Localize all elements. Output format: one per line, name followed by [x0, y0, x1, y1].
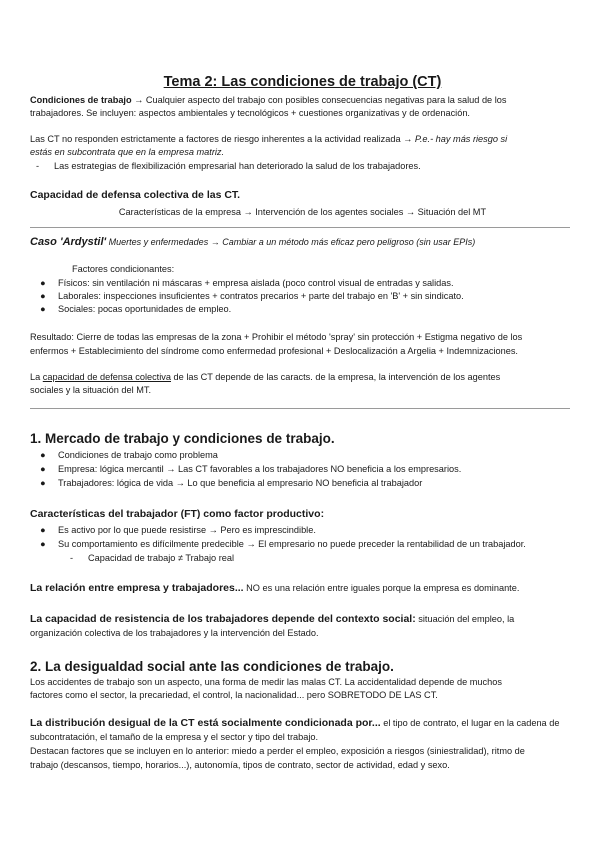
section-1-heading: 1. Mercado de trabajo y condiciones de trabajo.: [30, 431, 335, 446]
capacidad-flow: Características de la empresa → Intervención de los agentes sociales → Situación del MT: [118, 207, 487, 217]
capacidad-heading: Capacidad de defensa colectiva de las CT.: [30, 189, 241, 201]
resistencia-line2: organización colectiva de los trabajadores y la intervención del Estado.: [30, 628, 319, 638]
sec1-bullet-text: Condiciones de trabajo como problema: [58, 450, 218, 460]
bullet-marker: ●: [40, 291, 46, 301]
sec1-bullet-text: Empresa: lógica mercantil → Las CT favorables a los trabajadores NO beneficia a los empresarios.: [58, 464, 462, 474]
ft-bullet: [40, 538, 526, 551]
relacion-text: NO es una relación entre iguales porque la empresa es dominante.: [243, 583, 520, 593]
ct-dash-text: Las estrategias de flexibilización empresarial han deteriorado la salud de los trabajadores.: [54, 161, 421, 171]
bullet-marker: ●: [40, 525, 46, 535]
distribucion-bold: La distribución desigual de la CT está socialmente condicionada por...: [30, 717, 381, 729]
page-title: Tema 2: Las condiciones de trabajo (CT): [163, 74, 442, 90]
factor-item: [40, 303, 231, 316]
ft-dash-item: [70, 552, 234, 565]
section-2-heading: 2. La desigualdad social ante las condiciones de trabajo.: [30, 659, 394, 674]
ct-paragraph: [30, 133, 575, 146]
distribucion-line2: subcontratación, el tamaño de la empresa y el sector y tipo del trabajo.: [30, 732, 319, 742]
ft-dash-text: Capacidad de trabajo ≠ Trabajo real: [88, 553, 235, 563]
caso-conclusion: [30, 371, 575, 384]
intro-term: Condiciones de trabajo: [30, 95, 132, 105]
resultado-line2: enfermos + Establecimiento del síndrome como enfermedad profesional + Deslocalización a Argelia + Indemnizaciones.: [30, 346, 518, 356]
sec1-bullet: [40, 449, 218, 462]
factores-label: Factores condicionantes:: [72, 264, 175, 274]
ft-bullet: [40, 524, 316, 537]
factor-text: Laborales: inspecciones insuficientes + contratos precarios + parte del trabajo en 'B' + sin sindicato.: [58, 291, 464, 301]
concl-underlined: capacidad de defensa colectiva: [42, 372, 171, 382]
intro-definition: [30, 94, 575, 107]
intro-def-line1: → Cualquier aspecto del trabajo con posibles consecuencias negativas para la salud de los: [131, 95, 507, 105]
ct-line1: Las CT no responden estrictamente a factores de riesgo inherentes a la actividad realizada →: [30, 134, 415, 144]
concl-prefix: La: [30, 372, 43, 382]
destacan-line1: Destacan factores que se incluyen en lo anterior: miedo a perder el empleo, exposición a riesgos (siniestralidad), ritmo de: [30, 746, 525, 756]
ct-dash-item: [36, 160, 421, 173]
ct-example: P.e.- hay más riesgo si: [414, 134, 508, 144]
divider-2: [30, 408, 570, 409]
bullet-marker: ●: [40, 464, 46, 474]
bullet-marker: ●: [40, 278, 46, 288]
ft-heading: Características del trabajador (FT) como factor productivo:: [30, 508, 325, 520]
caso-conclusion-line2: sociales y la situación del MT.: [30, 385, 152, 395]
resultado-line1: Resultado: Cierre de todas las empresas de la zona + Prohibir el método 'spray' sin protección + Estigma negativo de los: [30, 332, 523, 342]
sec1-bullet-text: Trabajadores: lógica de vida → Lo que beneficia al empresario NO beneficia al trabajador: [58, 478, 423, 488]
sec1-bullet: [40, 477, 422, 490]
intro-def-line2: trabajadores. Se incluyen: aspectos ambientales y tecnológicos + cuestiones organizativas y de ordenación.: [30, 108, 470, 118]
bullet-marker: ●: [40, 478, 46, 488]
ct-line2: estás en subcontrata que en la empresa matriz.: [30, 147, 225, 157]
relacion-bold: La relación entre empresa y trabajadores...: [30, 582, 244, 594]
caso-subtitle: Muertes y enfermedades → Cambiar a un método más eficaz pero peligroso (sin usar EPIs): [106, 237, 476, 247]
ft-bullet-text: Es activo por lo que puede resistirse → Pero es imprescindible.: [58, 525, 316, 535]
distribucion-text: el tipo de contrato, el lugar en la cadena de: [380, 718, 560, 728]
bullet-marker: ●: [40, 304, 46, 314]
divider-1: [30, 227, 570, 228]
factor-item: [40, 277, 454, 290]
resistencia-bold: La capacidad de resistencia de los trabajadores depende del contexto social:: [30, 613, 416, 625]
sec2-p1: Los accidentes de trabajo son un aspecto, una forma de medir las malas CT. La accidentalidad depende de muchos: [30, 677, 502, 687]
concl-rest: de las CT depende de las caracts. de la empresa, la intervención de los agentes: [171, 372, 501, 382]
factor-item: [40, 290, 464, 303]
caso-title: Caso 'Ardystil': [30, 236, 107, 248]
distribucion-paragraph: [30, 717, 575, 730]
sec2-p2: factores como el sector, la precariedad, el control, la nacionalidad... pero SOBRETODO DE LAS CT.: [30, 690, 438, 700]
caso-line: [30, 234, 575, 250]
bullet-marker: ●: [40, 450, 46, 460]
resistencia-paragraph: [30, 613, 575, 626]
factor-text: Sociales: pocas oportunidades de empleo.: [58, 304, 232, 314]
destacan-line2: trabajo (descansos, tiempo, horarios...), autonomía, tipos de contrato, sector de actividad, edad y sexo.: [30, 760, 450, 770]
relacion-paragraph: [30, 582, 575, 595]
dash-marker: -: [70, 553, 74, 563]
bullet-marker: ●: [40, 539, 46, 549]
ft-bullet-text: Su comportamiento es difícilmente predecible → El empresario no puede preceder la rentabilidad de un trabajador.: [58, 539, 526, 549]
resistencia-text: situación del empleo, la: [415, 614, 515, 624]
sec1-bullet: [40, 463, 461, 476]
factor-text: Físicos: sin ventilación ni máscaras + empresa aislada (poco control visual de entradas y salidas.: [58, 278, 454, 288]
dash-marker: -: [36, 161, 40, 171]
ct-line2-wrap: [30, 146, 575, 159]
